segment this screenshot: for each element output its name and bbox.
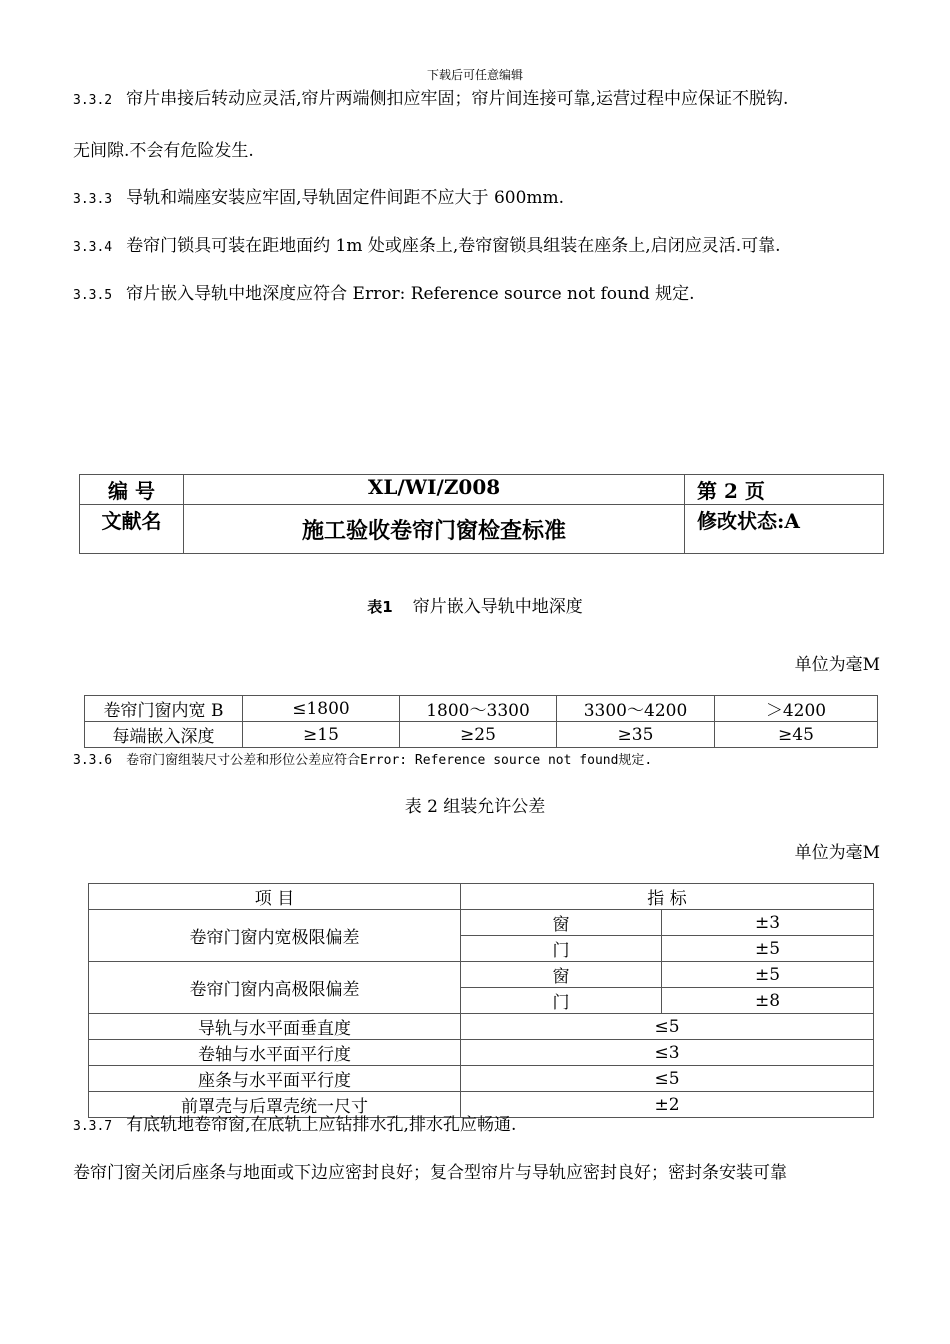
page-number: 第 2 页 [685,475,884,505]
table-row [89,1066,874,1092]
table-cell: 门 [461,936,662,962]
paragraph-3-3-4 [73,231,781,256]
document-number: XL/WI/Z008 [184,475,685,505]
paragraph-3-3-6 [73,749,652,768]
table-cell: ±3 [662,910,874,936]
table-row [89,1040,874,1066]
clause-number: 3.3.4 [73,240,113,255]
table-cell: ≥25 [400,722,557,748]
table-cell: 1800～3300 [400,696,557,722]
table2-unit: 单位为毫M [794,843,880,863]
height-deviation-label: 卷帘门窗内高极限偏差 [89,962,461,1014]
paragraph-3-3-2 [73,84,788,109]
table-cell: 每端嵌入深度 [85,722,243,748]
clause-number: 3.3.3 [73,192,113,207]
paragraph-3-3-3 [73,183,564,208]
table-cell: ±5 [662,936,874,962]
table1-caption [0,592,950,617]
table-row [89,1014,874,1040]
label-number: 编 号 [80,475,184,505]
table-cell: 窗 [461,962,662,988]
table1 [84,695,878,748]
table-cell: 窗 [461,910,662,936]
clause-text: 卷帘门窗组装尺寸公差和形位公差应符合Error: Reference source not found规定. [126,753,653,768]
clause-text: 帘片串接后转动应灵活,帘片两端侧扣应牢固；帘片间连接可靠,运营过程中应保证不脱钩. [126,89,789,109]
table-header-item: 项 目 [89,884,461,910]
table-cell: ≥35 [557,722,715,748]
table1-caption-text: 帘片嵌入导轨中地深度 [412,597,583,617]
table-cell: 3300～4200 [557,696,715,722]
clause-text: 卷帘门锁具可装在距地面约 1m 处或座条上,卷帘窗锁具组装在座条上,启闭应灵活.可靠. [126,236,781,256]
clause-number: 3.3.6 [73,753,113,768]
clause-text: 导轨和端座安装应牢固,导轨固定件间距不应大于 600mm. [126,188,565,208]
table-cell: 导轨与水平面垂直度 [89,1014,461,1040]
table-row [85,696,878,722]
table-cell: ≤3 [461,1040,874,1066]
header-note: 下载后可任意编辑 [426,68,523,82]
document-name: 施工验收卷帘门窗检查标准 [184,505,685,554]
paragraph-3-3-2-continued: 无间隙.不会有危险发生. [73,141,254,161]
table2-caption: 表 2 组装允许公差 [404,797,546,817]
table1-caption-label: 表1 [367,598,393,616]
table-cell: 前罩壳与后罩壳统一尺寸 [89,1092,461,1118]
label-document-name: 文献名 [80,505,184,554]
table-row [89,962,874,988]
table-cell: ≤5 [461,1014,874,1040]
table-cell: 卷帘门窗内宽 B [85,696,243,722]
table-cell: 座条与水平面平行度 [89,1066,461,1092]
width-deviation-label: 卷帘门窗内宽极限偏差 [89,910,461,962]
table-cell: ＞4200 [715,696,878,722]
table-cell: ≤1800 [243,696,400,722]
table-row [89,884,874,910]
clause-number: 3.3.2 [73,93,113,108]
table1-unit: 单位为毫M [794,655,880,675]
table-cell: 卷轴与水平面平行度 [89,1040,461,1066]
paragraph-last: 卷帘门窗关闭后座条与地面或下边应密封良好；复合型帘片与导轨应密封良好；密封条安装可靠 [73,1163,787,1183]
table-header-index: 指 标 [461,884,874,910]
clause-text: 有底轨地卷帘窗,在底轨上应钻排水孔,排水孔应畅通. [126,1115,517,1135]
table2 [88,883,874,1118]
table-cell: ≤5 [461,1066,874,1092]
revision-status: 修改状态:A [685,505,884,554]
table-cell: ≥15 [243,722,400,748]
paragraph-3-3-7 [73,1110,516,1135]
table-cell: ±5 [662,962,874,988]
table-row [85,722,878,748]
table-cell: 门 [461,988,662,1014]
paragraph-3-3-5 [73,279,695,304]
clause-number: 3.3.5 [73,288,113,303]
table-cell: ≥45 [715,722,878,748]
clause-number: 3.3.7 [73,1119,113,1134]
document-header-table [79,474,884,554]
clause-text: 帘片嵌入导轨中地深度应符合 Error: Reference source not found 规定. [126,284,695,304]
table-cell: ±8 [662,988,874,1014]
table-cell: ±2 [461,1092,874,1118]
table-row [89,910,874,936]
